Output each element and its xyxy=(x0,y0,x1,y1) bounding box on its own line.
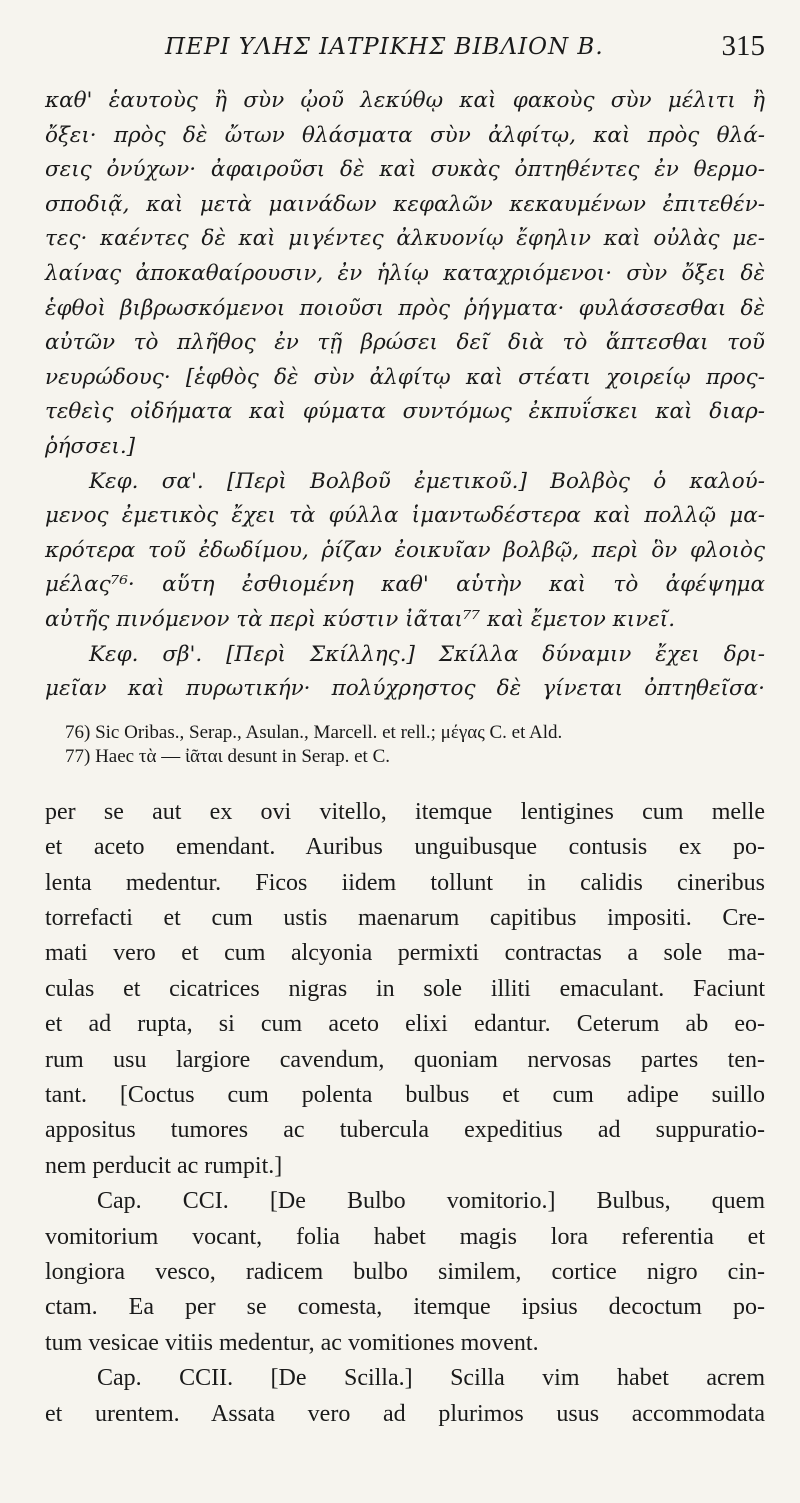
running-head xyxy=(45,30,765,78)
greek-line: τες· καέντες δὲ καὶ μιγέντες ἀλκυονίῳ ἔφηλιν καὶ οὐλὰς με- xyxy=(45,226,765,252)
latin-line: tant. [Coctus cum polenta bulbus et cum adipe suillo xyxy=(45,1081,765,1108)
greek-line: ῥήσσει.] xyxy=(45,433,136,459)
latin-line: ctam. Ea per se comesta, itemque ipsius decoctum po- xyxy=(45,1294,765,1321)
latin-line: nem perducit ac rumpit.] xyxy=(45,1152,283,1179)
greek-line: λαίνας ἀποκαθαίρουσιν, ἐν ἡλίῳ καταχριόμενοι· σὺν ὄξει δὲ xyxy=(45,260,765,286)
latin-line: tum vesicae vitiis medentur, ac vomitiones movent. xyxy=(45,1329,539,1356)
greek-line: μέλας⁷⁶· αὕτη ἐσθιομένη καθ' αὑτὴν καὶ τὸ ἀφέψημα xyxy=(45,572,765,598)
latin-chapter-heading: Cap. CCI. [De Bulbo vomitorio.] Bulbus, quem xyxy=(97,1188,765,1215)
greek-text-block xyxy=(45,84,765,707)
running-title: ΠΕΡΙ ΥΛΗΣ ΙΑΤΡΙΚΗΣ ΒΙΒΛΙΟΝ Β. xyxy=(165,34,604,60)
greek-line: ὄξει· πρὸς δὲ ὤτων θλάσματα σὺν ἀλφίτῳ, καὶ πρὸς θλά- xyxy=(45,122,765,148)
page-number: 315 xyxy=(721,30,765,62)
latin-line: per se aut ex ovi vitello, itemque lentigines cum melle xyxy=(45,798,765,825)
greek-chapter-heading: Κεφ. σβ'. [Περὶ Σκίλλης.] Σκίλλα δύναμιν ἔχει δρι- xyxy=(89,641,765,667)
greek-chapter-heading: Κεφ. σα'. [Περὶ Βολβοῦ ἐμετικοῦ.] Βολβὸς ὁ καλού- xyxy=(89,468,765,494)
greek-line: μεῖαν καὶ πυρωτικήν· πολύχρηστος δὲ γίνεται ὀπτηθεῖσα· xyxy=(45,676,765,702)
greek-line: αὐτῆς πινόμενον τὰ περὶ κύστιν ἰᾶται⁷⁷ καὶ ἔμετον κινεῖ. xyxy=(45,606,676,632)
footnote: 77) Haec τὰ — ἰᾶται desunt in Serap. et C. xyxy=(65,745,390,767)
latin-text-block xyxy=(45,795,765,1432)
greek-line: αὐτῶν τὸ πλῆθος ἐν τῇ βρώσει δεῖ διὰ τὸ ἅπτεσθαι τοῦ xyxy=(45,330,765,356)
greek-line: ἑφθοὶ βιβρωσκόμενοι ποιοῦσι πρὸς ῥήγματα· φυλάσσεσθαι δὲ xyxy=(45,295,765,321)
footnote: 76) Sic Oribas., Serap., Asulan., Marcell. et rell.; μέγας C. et Ald. xyxy=(65,721,563,743)
latin-line: et ad rupta, si cum aceto elixi edantur. Ceterum ab eo- xyxy=(45,1011,765,1038)
latin-line: vomitorium vocant, folia habet magis lora referentia et xyxy=(45,1223,765,1250)
greek-line: κρότερα τοῦ ἐδωδίμου, ῥίζαν ἐοικυῖαν βολβῷ, περὶ ὃν φλοιὸς xyxy=(45,537,765,563)
latin-line: rum usu largiore cavendum, quoniam nervosas partes ten- xyxy=(45,1046,765,1073)
greek-line: νευρώδους· [ἑφθὸς δὲ σὺν ἀλφίτῳ καὶ στέατι χοιρείῳ προς- xyxy=(45,364,765,390)
latin-line: et aceto emendant. Auribus unguibusque contusis ex po- xyxy=(45,834,765,861)
latin-line: et urentem. Assata vero ad plurimos usus accommodata xyxy=(45,1400,765,1427)
latin-line: torrefacti et cum ustis maenarum capitibus impositi. Cre- xyxy=(45,904,765,931)
greek-line: μενος ἐμετικὸς ἔχει τὰ φύλλα ἱμαντωδέστερα καὶ πολλῷ μα- xyxy=(45,503,765,529)
latin-line: mati vero et cum alcyonia permixti contractas a sole ma- xyxy=(45,940,765,967)
latin-line: culas et cicatrices nigras in sole illiti emaculant. Faciunt xyxy=(45,975,765,1002)
latin-line: lenta medentur. Ficos iidem tollunt in calidis cineribus xyxy=(45,869,765,896)
footnotes xyxy=(45,721,765,769)
latin-line: longiora vesco, radicem bulbo similem, cortice nigro cin- xyxy=(45,1258,765,1285)
greek-line: σεις ὀνύχων· ἀφαιροῦσι δὲ καὶ συκὰς ὀπτηθέντες ἐν θερμο- xyxy=(45,157,765,183)
latin-chapter-heading: Cap. CCII. [De Scilla.] Scilla vim habet acrem xyxy=(97,1365,765,1392)
greek-line: τεθεὶς οἰδήματα καὶ φύματα συντόμως ἐκπυΐσκει καὶ διαρ- xyxy=(45,399,765,425)
book-page xyxy=(45,30,765,1432)
latin-line: appositus tumores ac tubercula expeditius ad suppuratio- xyxy=(45,1117,765,1144)
greek-line: καθ' ἑαυτοὺς ἢ σὺν ᾠοῦ λεκύθῳ καὶ φακοὺς σὺν μέλιτι ἢ xyxy=(45,88,765,113)
greek-line: σποδιᾷ, καὶ μετὰ μαινάδων κεφαλῶν κεκαυμένων ἐπιτεθέν- xyxy=(45,191,765,217)
